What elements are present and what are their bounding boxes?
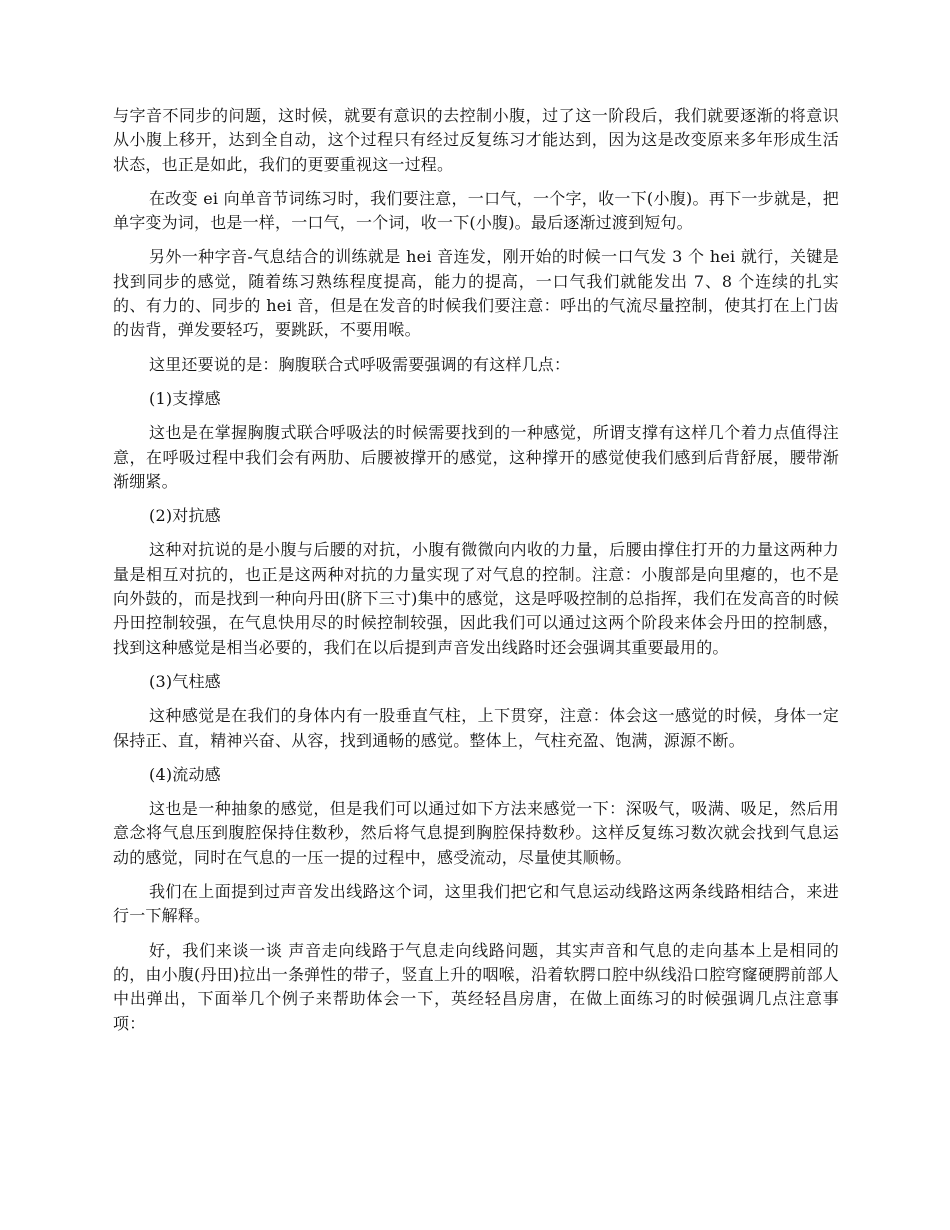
paragraph-hei-training: 另外一种字音-气息结合的训练就是 hei 音连发，刚开始的时候一口气发 3 个 hei 就行，关键是找到同步的感觉，随着练习熟练程度提高，能力的提高，一口气我们就能发出 7、8 个连续的扎实的、有力的、同步的 hei 音，但是在发音的时候我们要注意：呼出的气流尽量控制，使其打在上门齿的齿背，弹发要轻巧，要跳跃，不要用喉。 [113, 247, 839, 340]
section-heading-support: (1)支撑感 [149, 388, 221, 408]
document-page [113, 104, 839, 1046]
paragraph-breathing-points-intro: 这里还要说的是：胸腹联合式呼吸需要强调的有这样几点： [149, 354, 571, 374]
paragraph-ei-practice: 在改变 ei 向单音节词练习时，我们要注意，一口气，一个字，收一下(小腹)。再下一步就是，把单字变为词，也是一样，一口气，一个词，收一下(小腹)。最后逐渐过渡到短句。 [113, 188, 839, 233]
paragraph-sound-route: 好，我们来谈一谈 声音走向线路于气息走向线路问题，其实声音和气息的走向基本上是相同的的，由小腹(丹田)拉出一条弹性的带子，竖直上升的咽喉，沿着软腭口腔中纵线沿口腔穹窿硬腭前部人中出弹出，下面举几个例子来帮助体会一下，英经轻昌房唐，在做上面练习的时候强调几点注意事项： [113, 940, 839, 1033]
section-heading-air-column: (3)气柱感 [149, 671, 221, 691]
paragraph-opposition: 这种对抗说的是小腹与后腰的对抗，小腹有微微向内收的力量，后腰由撑住打开的力量这两种力量是相互对抗的，也正是这两种对抗的力量实现了对气息的控制。注意：小腹部是向里瘪的，也不是向外鼓的，而是找到一种向丹田(脐下三寸)集中的感觉，这是呼吸控制的总指挥，我们在发高音的时候丹田控制较强，在气息快用尽的时候控制较强，因此我们可以通过这两个阶段来体会丹田的控制感，找到这种感觉是相当必要的，我们在以后提到声音发出线路时还会强调其重要最用的。 [113, 540, 839, 657]
paragraph-continuation: 与字音不同步的问题，这时候，就要有意识的去控制小腹，过了这一阶段后，我们就要逐渐的将意识从小腹上移开，达到全自动，这个过程只有经过反复练习才能达到，因为这是改变原来多年形成生活状态，也正是如此，我们的更要重视这一过程。 [113, 106, 839, 174]
paragraph-air-column: 这种感觉是在我们的身体内有一股垂直气柱，上下贯穿，注意：体会这一感觉的时候，身体一定保持正、直，精神兴奋、从容，找到通畅的感觉。整体上，气柱充盈、饱满，源源不断。 [113, 706, 839, 750]
paragraph-sound-route-intro: 我们在上面提到过声音发出线路这个词，这里我们把它和气息运动线路这两条线路相结合，来进行一下解释。 [113, 882, 839, 926]
section-heading-opposition: (2)对抗感 [149, 506, 221, 526]
paragraph-support: 这也是在掌握胸腹式联合呼吸法的时候需要找到的一种感觉，所谓支撑有这样几个着力点值得注意，在呼吸过程中我们会有两肋、后腰被撑开的感觉，这种撑开的感觉使我们感到后背舒展，腰带渐渐绷紧。 [113, 423, 839, 491]
section-heading-flow: (4)流动感 [149, 764, 221, 784]
paragraph-flow: 这也是一种抽象的感觉，但是我们可以通过如下方法来感觉一下：深吸气，吸满、吸足，然后用意念将气息压到腹腔保持住数秒，然后将气息提到胸腔保持数秒。这样反复练习数次就会找到气息运动的感觉，同时在气息的一压一提的过程中，感受流动，尽量使其顺畅。 [113, 799, 839, 867]
